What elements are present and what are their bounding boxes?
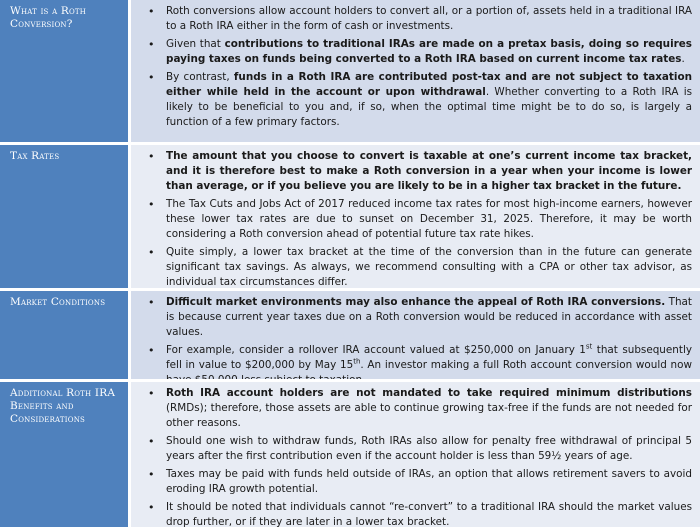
bullet-item <box>139 37 692 67</box>
section-label: Market Conditions <box>0 291 128 379</box>
bullet-text: that subsequently fell in value to $200,000 by May 15 <box>166 344 692 371</box>
bullet-text: th <box>353 357 361 366</box>
bullet-list <box>139 149 692 290</box>
bullet-text-bold: Roth IRA account holders are not mandated to take required minimum distributions <box>166 387 692 399</box>
bullet-icon: • <box>148 246 155 259</box>
section-content <box>131 145 700 288</box>
bullet-text: Should one wish to withdraw funds, Roth IRAs also allow for penalty free withdrawal of principal 5 years after the first contribution even if the account holder is less than 59½ years of age. <box>166 435 692 462</box>
bullet-text: . <box>681 53 685 65</box>
bullet-text-bold: The amount that you choose to convert is taxable at one’s current income tax bracket, and it is therefore best to make a Roth conversion in a year when your income is lower than average, or if you believe you are likely to be in a higher tax bracket in the future. <box>166 150 692 192</box>
bullet-text: Taxes may be paid with funds held outside of IRAs, an option that allows retirement savers to avoid eroding IRA growth potential. <box>166 468 692 495</box>
bullet-icon: • <box>148 5 155 18</box>
bullet-text: That is because current year taxes due on a Roth conversion would be reduced in accordance with asset values. <box>166 296 692 338</box>
bullet-item <box>139 295 692 340</box>
bullet-text: st <box>585 342 593 351</box>
bullet-text: . Whether converting to a Roth IRA is likely to be beneficial to you and, if so, when the optimal time might be to do so, is largely a function of a few primary factors. <box>166 86 693 128</box>
bullet-icon: • <box>148 344 155 357</box>
bullet-text: It should be noted that individuals cannot “re-convert” to a traditional IRA should the market values drop further, or if they are later in a lower tax bracket. <box>166 501 692 528</box>
section-content <box>131 0 700 142</box>
section-content <box>131 382 700 527</box>
section-roth-conversion <box>0 0 700 142</box>
bullet-text: Given that <box>166 38 225 50</box>
bullet-icon: • <box>148 38 155 51</box>
bullet-text-bold: funds in a Roth IRA are contributed post-tax and are not subject to taxation either while held in the account or upon withdrawal <box>166 71 692 98</box>
bullet-list <box>139 386 692 530</box>
bullet-item <box>139 386 692 431</box>
bullet-item <box>139 197 692 242</box>
section-label: Tax Rates <box>0 145 128 288</box>
bullet-icon: • <box>148 198 155 211</box>
section-label: What is a Roth Conversion? <box>0 0 128 142</box>
bullet-text: Quite simply, a lower tax bracket at the time of the conversion than in the future can generate significant tax savings. As always, we recommend consulting with a CPA or other tax advisor, as individual tax circumstances differ. <box>166 246 692 288</box>
bullet-text: The Tax Cuts and Jobs Act of 2017 reduced income tax rates for most high-income earners, however these lower tax rates are due to sunset on December 31, 2025. Therefore, it may be worth considering a Roth conversion ahead of potential future tax rate hikes. <box>166 198 692 240</box>
bullet-icon: • <box>148 501 155 514</box>
bullet-text-bold: Difficult market environments may also enhance the appeal of Roth IRA conversions. <box>166 296 666 308</box>
section-market-conditions <box>0 291 700 379</box>
bullet-text: . An investor making a full Roth account conversion would now <box>360 359 692 371</box>
bullet-icon: • <box>148 387 155 400</box>
bullet-icon: • <box>148 71 155 84</box>
bullet-item <box>139 434 692 464</box>
bullet-icon: • <box>148 296 155 309</box>
bullet-icon: • <box>148 150 155 163</box>
bullet-text: For example, consider a rollover IRA account valued at $250,000 on January 1 <box>166 344 586 356</box>
bullet-icon: • <box>148 468 155 481</box>
bullet-text: Roth conversions allow account holders to convert all, or a portion of, assets held in a traditional IRA to a Roth IRA either in the form of cash or investments. <box>166 5 692 32</box>
section-content <box>131 291 700 379</box>
bullet-list <box>139 4 692 130</box>
bullet-item <box>139 70 692 130</box>
bullet-item <box>139 149 692 194</box>
bullet-text: (RMDs); therefore, those assets are able to continue growing tax-free if the funds are not needed for other reasons. <box>166 402 692 429</box>
bullet-text-bold: contributions to traditional IRAs are made on a pretax basis, doing so requires paying taxes on funds being converted to a Roth IRA based on current income tax rates <box>166 38 692 65</box>
bullet-item <box>139 4 692 34</box>
bullet-item <box>139 500 692 530</box>
bullet-icon: • <box>148 435 155 448</box>
bullet-item <box>139 245 692 290</box>
section-tax-rates <box>0 145 700 288</box>
section-additional-benefits <box>0 382 700 527</box>
bullet-list <box>139 295 692 388</box>
section-label: Additional Roth IRA Benefits and Considerations <box>0 382 128 527</box>
bullet-item <box>139 467 692 497</box>
bullet-text: By contrast, <box>166 71 234 83</box>
